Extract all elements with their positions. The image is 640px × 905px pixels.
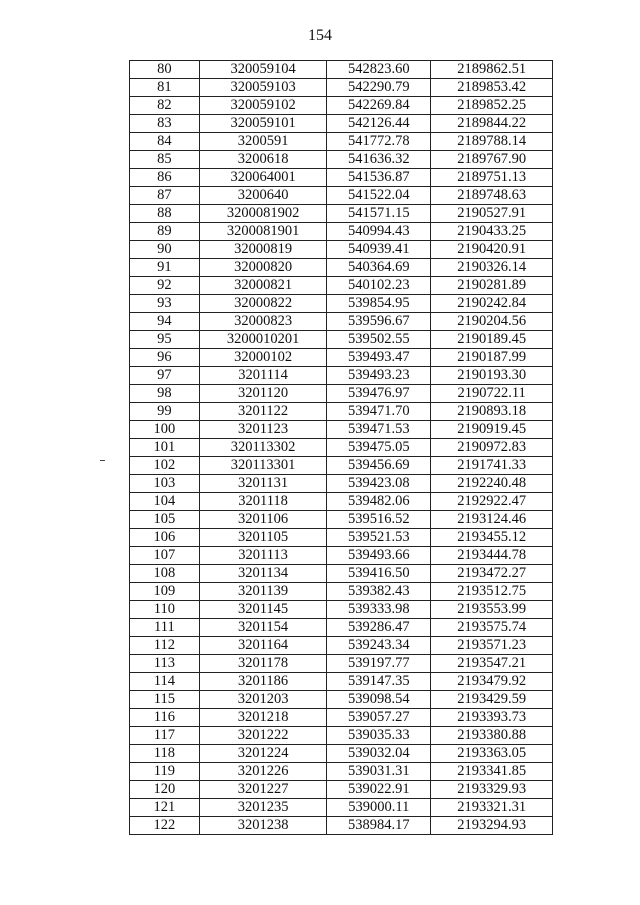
table-row	[130, 295, 553, 313]
point-id-cell: 3200010201	[199, 331, 327, 349]
point-id-cell: 3200081902	[199, 205, 327, 223]
y-coordinate-cell: 2193393.73	[431, 709, 553, 727]
y-coordinate-cell: 2193363.05	[431, 745, 553, 763]
table-row	[130, 331, 553, 349]
row-number-cell: 105	[130, 511, 200, 529]
y-coordinate-cell: 2190433.25	[431, 223, 553, 241]
table-row	[130, 799, 553, 817]
x-coordinate-cell: 539475.05	[327, 439, 431, 457]
table-row	[130, 619, 553, 637]
row-number-cell: 102	[130, 457, 200, 475]
table-row	[130, 673, 553, 691]
row-number-cell: 93	[130, 295, 200, 313]
row-number-cell: 98	[130, 385, 200, 403]
row-number-cell: 96	[130, 349, 200, 367]
x-coordinate-cell: 541571.15	[327, 205, 431, 223]
x-coordinate-cell: 541772.78	[327, 133, 431, 151]
row-number-cell: 91	[130, 259, 200, 277]
x-coordinate-cell: 539493.47	[327, 349, 431, 367]
x-coordinate-cell: 541522.04	[327, 187, 431, 205]
point-id-cell: 3201114	[199, 367, 327, 385]
x-coordinate-cell: 539286.47	[327, 619, 431, 637]
y-coordinate-cell: 2193341.85	[431, 763, 553, 781]
row-number-cell: 85	[130, 151, 200, 169]
table-row	[130, 205, 553, 223]
table-row	[130, 61, 553, 79]
table-row	[130, 529, 553, 547]
y-coordinate-cell: 2189788.14	[431, 133, 553, 151]
point-id-cell: 32000823	[199, 313, 327, 331]
point-id-cell: 3201105	[199, 529, 327, 547]
x-coordinate-cell: 539482.06	[327, 493, 431, 511]
row-number-cell: 117	[130, 727, 200, 745]
x-coordinate-cell: 538984.17	[327, 817, 431, 835]
x-coordinate-cell: 539493.66	[327, 547, 431, 565]
y-coordinate-cell: 2193380.88	[431, 727, 553, 745]
point-id-cell: 3201186	[199, 673, 327, 691]
x-coordinate-cell: 539471.53	[327, 421, 431, 439]
table-row	[130, 565, 553, 583]
table-row	[130, 745, 553, 763]
y-coordinate-cell: 2193479.92	[431, 673, 553, 691]
y-coordinate-cell: 2193512.75	[431, 583, 553, 601]
x-coordinate-cell: 541636.32	[327, 151, 431, 169]
point-id-cell: 32000822	[199, 295, 327, 313]
row-number-cell: 86	[130, 169, 200, 187]
table-row	[130, 691, 553, 709]
y-coordinate-cell: 2189767.90	[431, 151, 553, 169]
point-id-cell: 3200618	[199, 151, 327, 169]
y-coordinate-cell: 2193429.59	[431, 691, 553, 709]
y-coordinate-cell: 2190204.56	[431, 313, 553, 331]
table-row	[130, 637, 553, 655]
y-coordinate-cell: 2190187.99	[431, 349, 553, 367]
point-id-cell: 320064001	[199, 169, 327, 187]
table-row	[130, 133, 553, 151]
page-number: 154	[308, 27, 332, 44]
row-number-cell: 118	[130, 745, 200, 763]
point-id-cell: 32000820	[199, 259, 327, 277]
x-coordinate-cell: 539456.69	[327, 457, 431, 475]
table-row	[130, 655, 553, 673]
point-id-cell: 3201139	[199, 583, 327, 601]
x-coordinate-cell: 539521.53	[327, 529, 431, 547]
y-coordinate-cell: 2193472.27	[431, 565, 553, 583]
row-number-cell: 99	[130, 403, 200, 421]
table-row	[130, 223, 553, 241]
table-row	[130, 187, 553, 205]
table-row	[130, 547, 553, 565]
row-number-cell: 122	[130, 817, 200, 835]
row-number-cell: 89	[130, 223, 200, 241]
row-number-cell: 81	[130, 79, 200, 97]
row-number-cell: 80	[130, 61, 200, 79]
y-coordinate-cell: 2190420.91	[431, 241, 553, 259]
y-coordinate-cell: 2190242.84	[431, 295, 553, 313]
row-number-cell: 107	[130, 547, 200, 565]
x-coordinate-cell: 542126.44	[327, 115, 431, 133]
row-number-cell: 84	[130, 133, 200, 151]
row-number-cell: 90	[130, 241, 200, 259]
y-coordinate-cell: 2189844.22	[431, 115, 553, 133]
point-id-cell: 3201218	[199, 709, 327, 727]
table-row	[130, 115, 553, 133]
y-coordinate-cell: 2193321.31	[431, 799, 553, 817]
table-row	[130, 151, 553, 169]
row-number-cell: 110	[130, 601, 200, 619]
row-number-cell: 108	[130, 565, 200, 583]
table-row	[130, 259, 553, 277]
table-row	[130, 169, 553, 187]
row-number-cell: 119	[130, 763, 200, 781]
table-body	[130, 61, 553, 835]
point-id-cell: 320113302	[199, 439, 327, 457]
row-number-cell: 113	[130, 655, 200, 673]
table-row	[130, 457, 553, 475]
row-number-cell: 87	[130, 187, 200, 205]
y-coordinate-cell: 2193553.99	[431, 601, 553, 619]
point-id-cell: 3201227	[199, 781, 327, 799]
y-coordinate-cell: 2193294.93	[431, 817, 553, 835]
margin-mark	[100, 460, 105, 461]
point-id-cell: 320113301	[199, 457, 327, 475]
y-coordinate-cell: 2189852.25	[431, 97, 553, 115]
x-coordinate-cell: 539596.67	[327, 313, 431, 331]
table-row	[130, 277, 553, 295]
point-id-cell: 3201118	[199, 493, 327, 511]
x-coordinate-cell: 539243.34	[327, 637, 431, 655]
y-coordinate-cell: 2190326.14	[431, 259, 553, 277]
table-row	[130, 781, 553, 799]
x-coordinate-cell: 539854.95	[327, 295, 431, 313]
y-coordinate-cell: 2190722.11	[431, 385, 553, 403]
point-id-cell: 3201122	[199, 403, 327, 421]
point-id-cell: 32000819	[199, 241, 327, 259]
row-number-cell: 111	[130, 619, 200, 637]
point-id-cell: 320059102	[199, 97, 327, 115]
row-number-cell: 101	[130, 439, 200, 457]
point-id-cell: 320059101	[199, 115, 327, 133]
point-id-cell: 3201238	[199, 817, 327, 835]
table-row	[130, 817, 553, 835]
x-coordinate-cell: 539416.50	[327, 565, 431, 583]
row-number-cell: 104	[130, 493, 200, 511]
x-coordinate-cell: 539197.77	[327, 655, 431, 673]
point-id-cell: 3201178	[199, 655, 327, 673]
x-coordinate-cell: 542823.60	[327, 61, 431, 79]
table-row	[130, 493, 553, 511]
x-coordinate-cell: 539000.11	[327, 799, 431, 817]
y-coordinate-cell: 2190893.18	[431, 403, 553, 421]
x-coordinate-cell: 540939.41	[327, 241, 431, 259]
point-id-cell: 3201154	[199, 619, 327, 637]
table-row	[130, 583, 553, 601]
y-coordinate-cell: 2193444.78	[431, 547, 553, 565]
table-row	[130, 79, 553, 97]
x-coordinate-cell: 539476.97	[327, 385, 431, 403]
table-row	[130, 349, 553, 367]
row-number-cell: 83	[130, 115, 200, 133]
point-id-cell: 3201145	[199, 601, 327, 619]
x-coordinate-cell: 542290.79	[327, 79, 431, 97]
table-row	[130, 763, 553, 781]
y-coordinate-cell: 2193571.23	[431, 637, 553, 655]
x-coordinate-cell: 539032.04	[327, 745, 431, 763]
y-coordinate-cell: 2190281.89	[431, 277, 553, 295]
point-id-cell: 3201226	[199, 763, 327, 781]
row-number-cell: 97	[130, 367, 200, 385]
x-coordinate-cell: 542269.84	[327, 97, 431, 115]
y-coordinate-cell: 2190193.30	[431, 367, 553, 385]
y-coordinate-cell: 2193575.74	[431, 619, 553, 637]
row-number-cell: 109	[130, 583, 200, 601]
x-coordinate-cell: 540102.23	[327, 277, 431, 295]
point-id-cell: 320059103	[199, 79, 327, 97]
x-coordinate-cell: 540994.43	[327, 223, 431, 241]
point-id-cell: 320059104	[199, 61, 327, 79]
x-coordinate-cell: 539423.08	[327, 475, 431, 493]
row-number-cell: 115	[130, 691, 200, 709]
row-number-cell: 94	[130, 313, 200, 331]
x-coordinate-cell: 539057.27	[327, 709, 431, 727]
point-id-cell: 3201224	[199, 745, 327, 763]
point-id-cell: 3201235	[199, 799, 327, 817]
table-row	[130, 385, 553, 403]
table-row	[130, 475, 553, 493]
point-id-cell: 3201120	[199, 385, 327, 403]
y-coordinate-cell: 2190972.83	[431, 439, 553, 457]
y-coordinate-cell: 2192240.48	[431, 475, 553, 493]
row-number-cell: 114	[130, 673, 200, 691]
y-coordinate-cell: 2189862.51	[431, 61, 553, 79]
x-coordinate-cell: 539493.23	[327, 367, 431, 385]
point-id-cell: 3201131	[199, 475, 327, 493]
x-coordinate-cell: 540364.69	[327, 259, 431, 277]
point-id-cell: 3201106	[199, 511, 327, 529]
y-coordinate-cell: 2192922.47	[431, 493, 553, 511]
y-coordinate-cell: 2191741.33	[431, 457, 553, 475]
table-row	[130, 709, 553, 727]
x-coordinate-cell: 539471.70	[327, 403, 431, 421]
point-id-cell: 3200640	[199, 187, 327, 205]
row-number-cell: 95	[130, 331, 200, 349]
table-row	[130, 241, 553, 259]
row-number-cell: 120	[130, 781, 200, 799]
row-number-cell: 88	[130, 205, 200, 223]
row-number-cell: 106	[130, 529, 200, 547]
table-row	[130, 97, 553, 115]
y-coordinate-cell: 2189853.42	[431, 79, 553, 97]
row-number-cell: 112	[130, 637, 200, 655]
x-coordinate-cell: 539147.35	[327, 673, 431, 691]
coordinates-table	[129, 60, 553, 835]
x-coordinate-cell: 539022.91	[327, 781, 431, 799]
table-row	[130, 511, 553, 529]
point-id-cell: 3201113	[199, 547, 327, 565]
row-number-cell: 116	[130, 709, 200, 727]
x-coordinate-cell: 539502.55	[327, 331, 431, 349]
table-row	[130, 727, 553, 745]
row-number-cell: 82	[130, 97, 200, 115]
table-row	[130, 421, 553, 439]
x-coordinate-cell: 539031.31	[327, 763, 431, 781]
table-row	[130, 601, 553, 619]
table-row	[130, 313, 553, 331]
x-coordinate-cell: 539333.98	[327, 601, 431, 619]
y-coordinate-cell: 2189748.63	[431, 187, 553, 205]
point-id-cell: 32000102	[199, 349, 327, 367]
table-row	[130, 403, 553, 421]
table-row	[130, 439, 553, 457]
x-coordinate-cell: 541536.87	[327, 169, 431, 187]
point-id-cell: 3201134	[199, 565, 327, 583]
row-number-cell: 100	[130, 421, 200, 439]
x-coordinate-cell: 539516.52	[327, 511, 431, 529]
y-coordinate-cell: 2189751.13	[431, 169, 553, 187]
y-coordinate-cell: 2193547.21	[431, 655, 553, 673]
y-coordinate-cell: 2190527.91	[431, 205, 553, 223]
point-id-cell: 32000821	[199, 277, 327, 295]
row-number-cell: 92	[130, 277, 200, 295]
y-coordinate-cell: 2190919.45	[431, 421, 553, 439]
y-coordinate-cell: 2193455.12	[431, 529, 553, 547]
point-id-cell: 3200591	[199, 133, 327, 151]
point-id-cell: 3201164	[199, 637, 327, 655]
point-id-cell: 3201222	[199, 727, 327, 745]
row-number-cell: 121	[130, 799, 200, 817]
y-coordinate-cell: 2193329.93	[431, 781, 553, 799]
x-coordinate-cell: 539035.33	[327, 727, 431, 745]
x-coordinate-cell: 539382.43	[327, 583, 431, 601]
point-id-cell: 3201203	[199, 691, 327, 709]
x-coordinate-cell: 539098.54	[327, 691, 431, 709]
point-id-cell: 3200081901	[199, 223, 327, 241]
y-coordinate-cell: 2193124.46	[431, 511, 553, 529]
y-coordinate-cell: 2190189.45	[431, 331, 553, 349]
row-number-cell: 103	[130, 475, 200, 493]
point-id-cell: 3201123	[199, 421, 327, 439]
table-row	[130, 367, 553, 385]
